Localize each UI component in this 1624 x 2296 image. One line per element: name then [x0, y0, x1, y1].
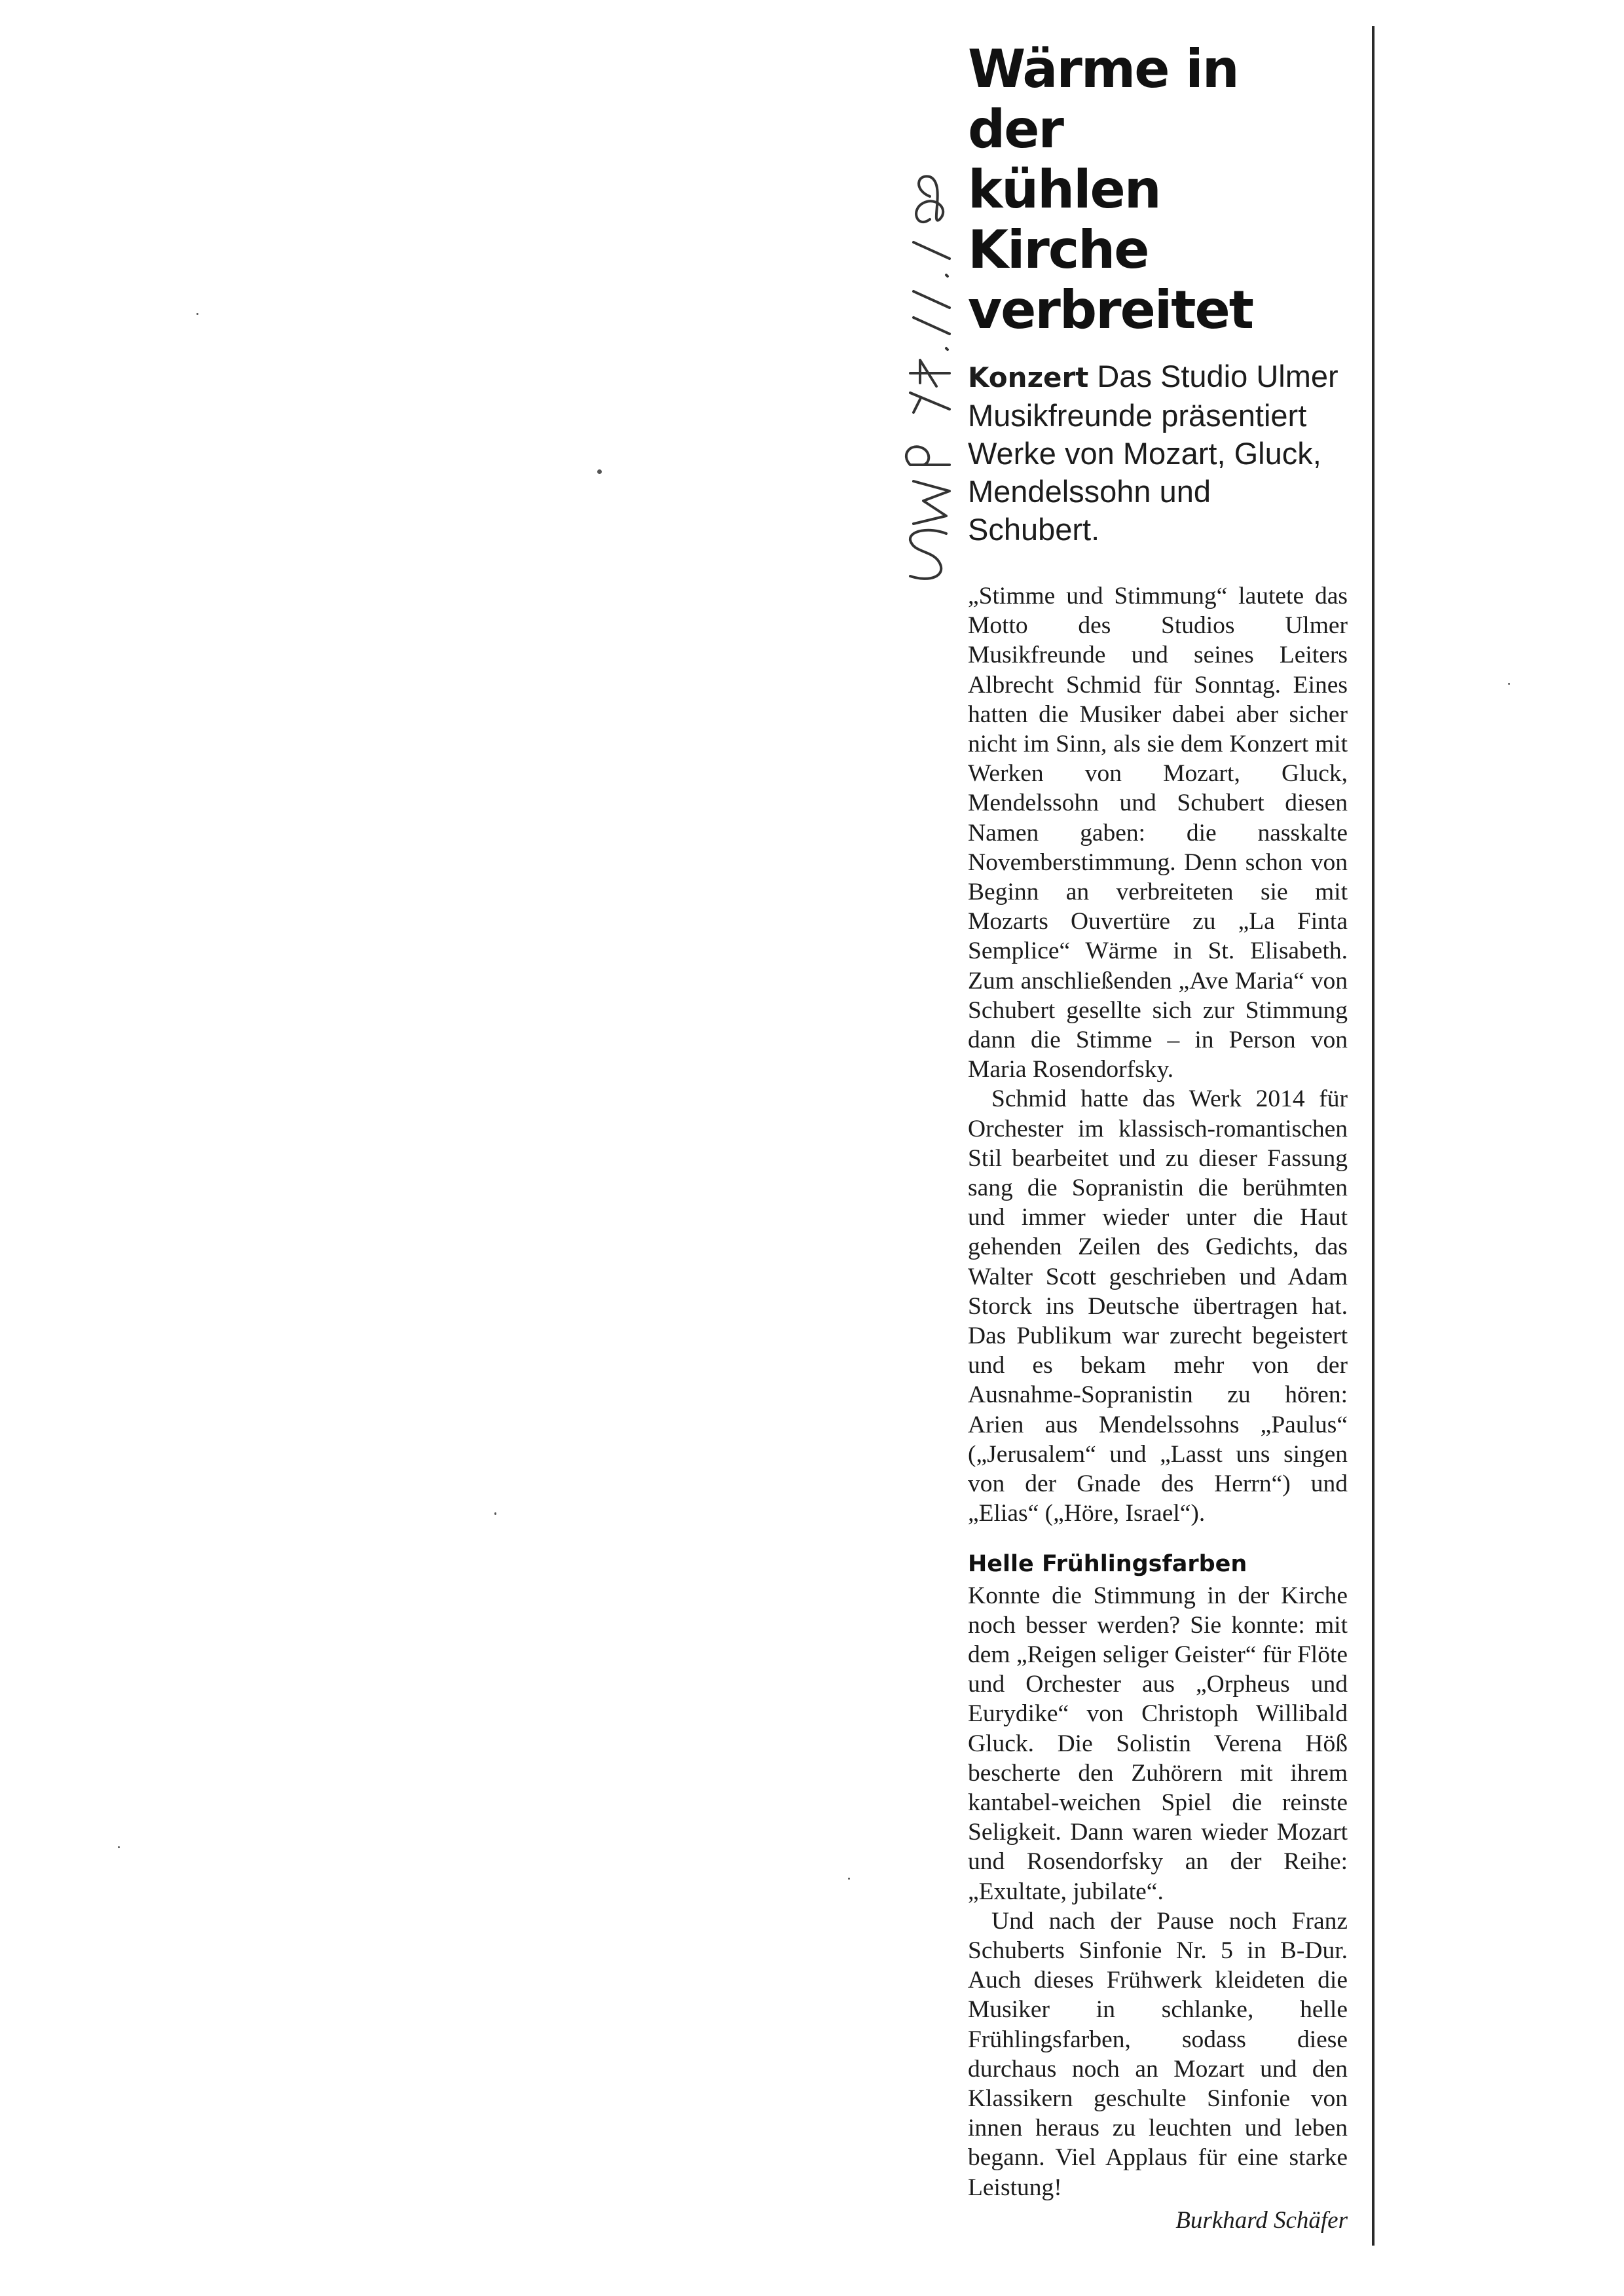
paragraph-2: Schmid hatte das Werk 2014 für Orchester im klassisch-romantischen Stil bearbeitet und zu dieser Fassung sang die Sopranistin die berühmten und immer wieder unter die Haut gehenden Zeilen des Gedichts, das Walter Scott geschrieben und Adam Storck ins Deutsche übertragen hat. Das Publikum war zurecht begeistert und es bekam mehr von der Ausnahme-Sopranistin zu hören: Arien aus Mendelssohns „Paulus“ („Jerusalem“ und „Lasst uns singen von der Gnade des Herrn“) und „Elias“ („Höre, Israel“).	[968, 1085, 1348, 1527]
headline	[968, 39, 1348, 340]
teaser-text: Das Studio Ulmer Musikfreunde präsentiert Werke von Mozart, Gluck, Mendelssohn und Schubert.	[968, 359, 1338, 547]
paragraph-4: Und nach der Pause noch Franz Schuberts Sinfonie Nr. 5 in B-Dur. Auch dieses Frühwerk kleideten die Musiker in schlanke, helle Frühlingsfarben, sodass diese durchaus noch an Mozart und den Klassikern geschulte Sinfonie von innen heraus zu leuchten und leben begann. Viel Applaus für eine starke Leistung!	[968, 1907, 1348, 2201]
scan-speck	[848, 1878, 850, 1880]
headline-line-1: Wärme in der	[968, 39, 1238, 160]
author-byline: Burkhard Schäfer	[1175, 2206, 1348, 2234]
headline-line-2: kühlen Kirche	[968, 159, 1160, 280]
headline-line-3: verbreitet	[968, 280, 1253, 340]
newspaper-article	[968, 39, 1348, 2235]
scan-speck	[494, 1512, 496, 1515]
paragraph-1: „Stimme und Stimmung“ lautete das Motto des Studios Ulmer Musikfreunde und seines Leiters Albrecht Schmid für Sonntag. Eines hatten die Musiker dabei aber sicher nicht im Sinn, als sie dem Konzert mit Werken von Mozart, Gluck, Mendelssohn und Schubert diesen Namen gaben: die nasskalte Novemberstimmung. Denn schon von Beginn an verbreiteten sie mit Mozarts Ouvertüre zu „La Finta Semplice“ Wärme in St. Elisabeth. Zum anschließenden „Ave Maria“ von Schubert gesellte sich zur Stimmung dann die Stimme – in Person von Maria Rosendorfsky.	[968, 583, 1348, 1084]
scan-speck	[1508, 683, 1510, 685]
scan-speck	[196, 313, 198, 315]
article-body	[968, 581, 1348, 2202]
paragraph-3: Konnte die Stimmung in der Kirche noch besser werden? Sie konnte: mit dem „Reigen seliger Geister“ für Flöte und Orchester aus „Orpheus und Eurydike“ von Christoph Willibald Gluck. Die Solistin Verena Höß bescherte den Zuhörern mit ihrem kantabel-weichen Spiel die reinste Seligkeit. Dann waren wieder Mozart und Rosendorfsky an der Reihe: „Exultate, jubilate“.	[968, 1582, 1348, 1905]
kicker: Konzert	[968, 361, 1089, 393]
scan-speck	[597, 469, 602, 474]
column-rule	[1372, 26, 1375, 2246]
scan-speck	[118, 1846, 120, 1848]
subheading: Helle Frühlingsfarben	[968, 1550, 1247, 1577]
teaser	[968, 357, 1348, 549]
